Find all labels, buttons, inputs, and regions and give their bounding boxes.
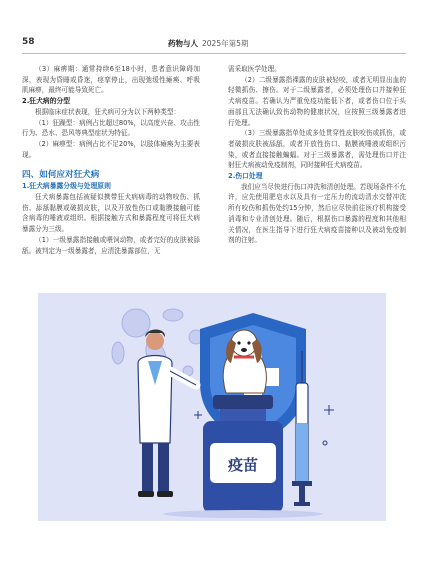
section-heading: 四、如何应对狂犬病 (22, 170, 100, 181)
paragraph-paralytic-phase: （3）麻痹期：通常持续6至18小时，患者意识障碍加深，表现为昏睡或昏迷，痉挛停止，出现弛缓性瘫痪、呼吸肌麻痹，最终可能导致死亡。 (22, 65, 200, 95)
paragraph-classification-intro: 根据临床症状表现，狂犬病可分为以下两种类型： (35, 107, 181, 116)
issue-label: 2025年第5期 (202, 39, 249, 48)
paragraph-level-three: （3）三级暴露指单处或多处贯穿性皮肤咬伤或抓伤，或者破损皮肤被舔舐，或者开放性伤口、黏膜被唾液或组织污染，或者直接接触蝙蝠。对于三级暴露者，需处理伤口并注射狂犬病被动免疫制剂，同时接种狂犬病疫苗。 (228, 129, 406, 170)
subheading-exposure-levels: 1.狂犬病暴露分级与处理原则 (22, 182, 111, 191)
vaccine-label: 疫苗 (227, 456, 259, 474)
rabies-vaccine-illustration (38, 293, 386, 521)
paragraph-level-one: （1）一级暴露指接触或喂饲动物，或者完好的皮肤被舔舐。被判定为一级暴露者，应清洗暴露部位，无 (22, 235, 200, 255)
paragraph-paralytic-type: （2）麻痹型：病例占比不足20%，以肢体瘫痪为主要表现。 (22, 139, 200, 159)
header-divider (22, 53, 406, 54)
paragraph-furious-type: （1）狂躁型：病例占比超过80%，以高度兴奋、攻击性行为、恐水、恐风等典型症状为特征。 (22, 118, 200, 138)
page-number: 58 (22, 37, 35, 47)
left-column (22, 64, 200, 256)
paragraph-exposure-definition: 狂犬病暴露包括被疑似携带狂犬病病毒的动物咬伤、抓伤、舔舐黏膜或破损皮肤，以及开放性伤口或黏膜接触可能含病毒的唾液或组织。根据接触方式和暴露程度可将狂犬病暴露分为三级。 (22, 193, 200, 234)
paragraph-wound-care: 我们应当尽快进行伤口冲洗和清创处理。若现场条件不允许，应先使用肥皂水以及具有一定压力的流动清水交替冲洗所有咬伤和抓伤处约15分钟，然后应尽快前往医疗机构接受消毒和专业清创处理。随后，根据伤口暴露的程度和其他相关情况，在医生指导下进行狂犬病疫苗接种以及被动免疫制剂的注射。 (228, 182, 406, 245)
paragraph-continuation: 需采取医学处理。 (228, 65, 281, 73)
right-column (228, 64, 406, 246)
running-header (168, 38, 248, 49)
floor-shadow (163, 510, 323, 518)
journal-name: 药物与人 (168, 39, 198, 48)
heading-classification: 2.狂犬病的分型 (22, 97, 71, 106)
paragraph-level-two: （2）二级暴露指裸露的皮肤被轻咬，或者无明显出血的轻微抓伤、擦伤。对于二级暴露者，必须处理伤口并接种狂犬病疫苗。若确认为严重免疫功能低下者，或者伤口位于头面部且无法确认致伤动物的健康状况，应按照三级暴露者进行处理。 (228, 75, 406, 127)
subheading-wound-care: 2.伤口处理 (228, 172, 263, 181)
